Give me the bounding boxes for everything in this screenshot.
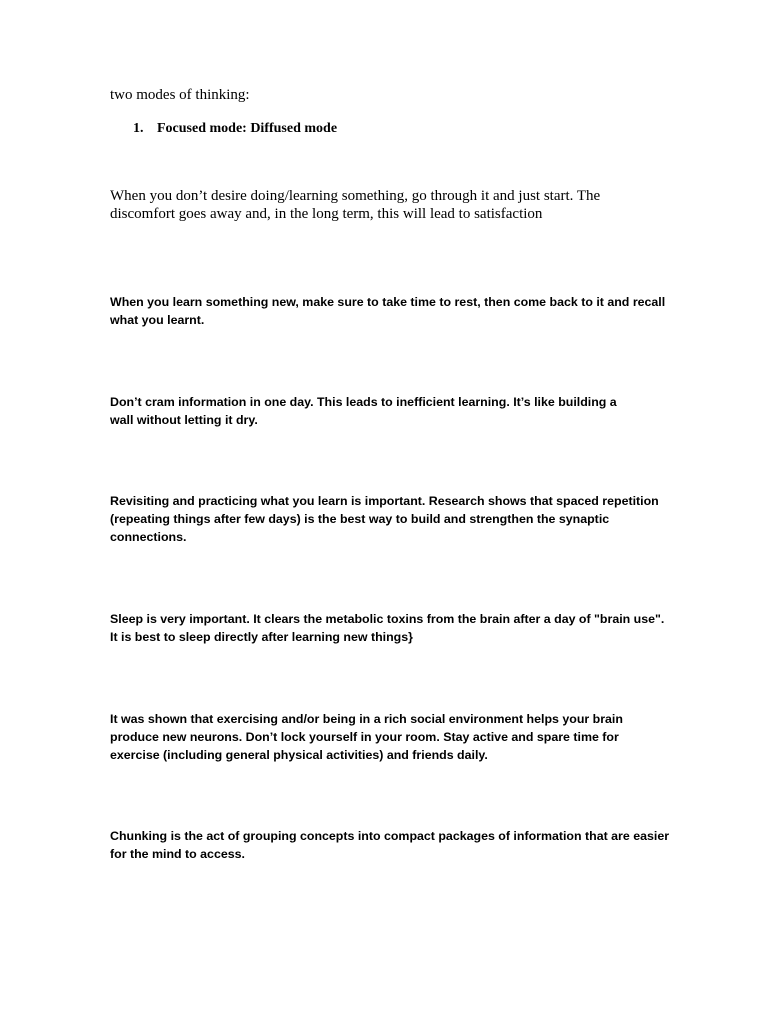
numbered-list [133, 120, 337, 138]
paragraph-exercise: It was shown that exercising and/or being in a rich social environment helps your brain produce new neurons. Don’t lock yourself in your room. Stay active and spare time for exercise (including general physical activities) and friends daily. [110, 712, 623, 762]
list-item-text: Focused mode: Diffused mode [157, 121, 338, 136]
paragraph-sleep: Sleep is very important. It clears the metabolic toxins from the brain after a day of "brain use". It is best to sleep directly after learning new things} [110, 612, 665, 644]
paragraph-chunking: Chunking is the act of grouping concepts into compact packages of information that are easier for the mind to access. [110, 829, 670, 861]
paragraph-discomfort: When you don’t desire doing/learning something, go through it and just start. The discomfort goes away and, in the long term, this will lead to satisfaction [110, 188, 601, 222]
paragraph-repetition: Revisiting and practicing what you learn is important. Research shows that spaced repetition (repeating things after few days) is the best way to build and strengthen the synaptic connections. [110, 494, 659, 544]
heading-text: two modes of thinking: [110, 87, 250, 103]
paragraph-rest: When you learn something new, make sure to take time to rest, then come back to it and recall what you learnt. [110, 295, 666, 327]
list-item-number: 1. [133, 121, 144, 136]
paragraph-cram: Don’t cram information in one day. This leads to inefficient learning. It’s like building a wall without letting it dry. [110, 395, 617, 427]
